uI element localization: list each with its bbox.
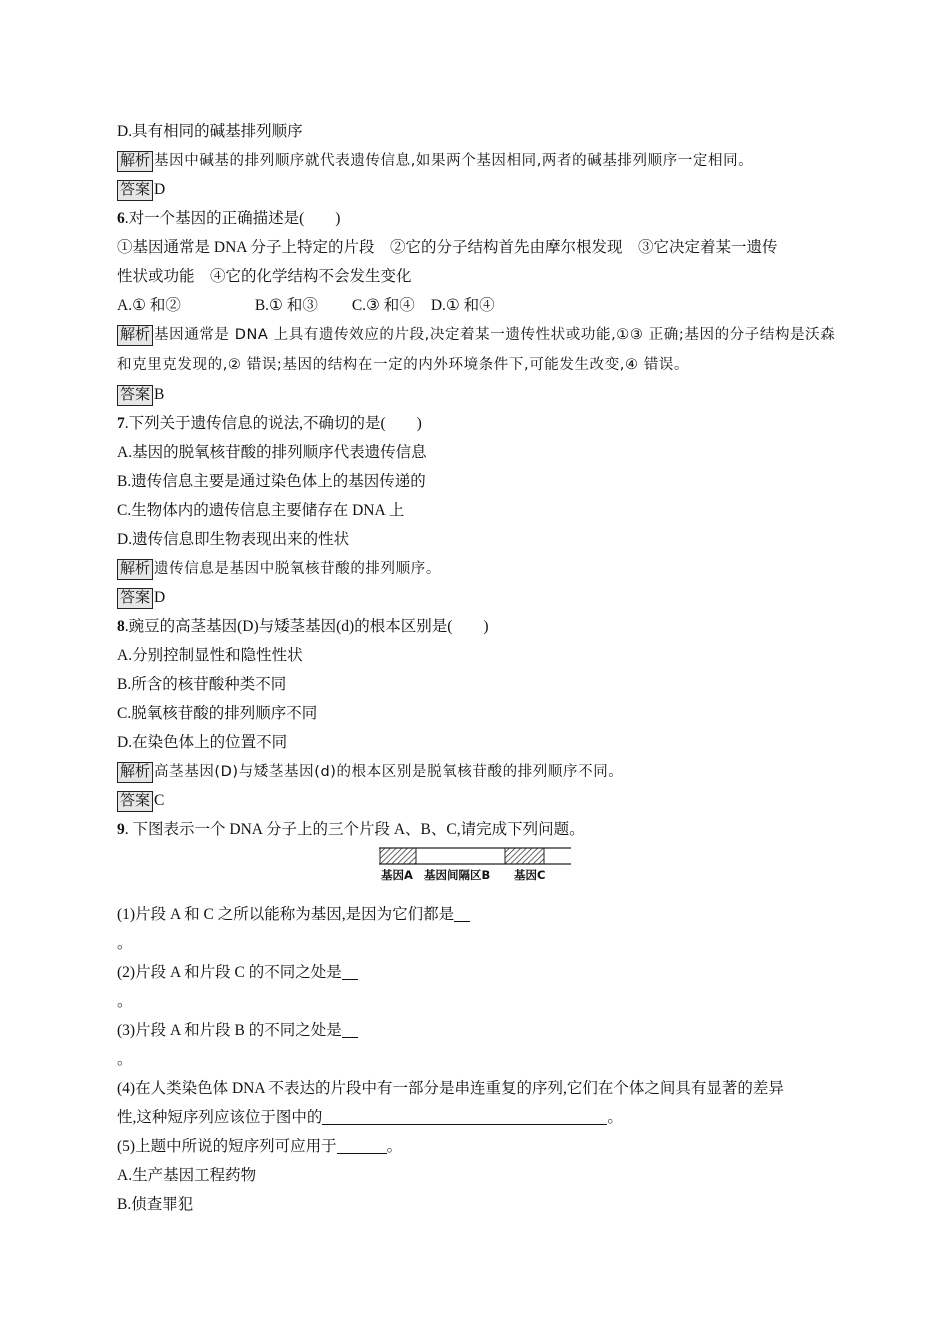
- q9-sub5-period: 。: [386, 1138, 403, 1155]
- q7-analysis: 遗传信息是基因中脱氧核苷酸的排列顺序。: [154, 561, 441, 577]
- q8-analysis: 高茎基因(D)与矮茎基因(d)的根本区别是脱氧核苷酸的排列顺序不同。: [154, 764, 624, 780]
- q7-stem: [117, 409, 842, 438]
- analysis-tag: 解析: [117, 559, 153, 580]
- q6-option-a: A.① 和②: [117, 297, 181, 314]
- q6-answer: B: [154, 386, 165, 403]
- q9-sub1-period: 。: [117, 935, 133, 952]
- q9-sub3-blank[interactable]: [342, 1019, 358, 1038]
- q6-answer-row: [117, 380, 842, 409]
- q9-sub2: [117, 958, 842, 987]
- q5-analysis: 基因中碱基的排列顺序就代表遗传信息,如果两个基因相同,两者的碱基排列顺序一定相同。: [154, 153, 754, 169]
- dna-segment-diagram: [117, 844, 842, 900]
- q7-stem-text: .下列关于遗传信息的说法,不确切的是( ): [124, 415, 422, 432]
- q9-sub1-blank[interactable]: [454, 903, 470, 922]
- label-gene-a: 基因A: [381, 868, 413, 882]
- q8-option-d: D.在染色体上的位置不同: [117, 734, 288, 751]
- q7-number: 7: [117, 415, 125, 432]
- analysis-tag: 解析: [117, 762, 153, 783]
- q8-option-b: B.所含的核苷酸种类不同: [117, 676, 287, 693]
- q9-sub5-blank[interactable]: [337, 1135, 387, 1154]
- q8-option-a: A.分别控制显性和隐性性状: [117, 647, 303, 664]
- q7-analysis-row: [117, 554, 842, 583]
- q8-number: 8: [117, 618, 125, 635]
- q9-option-a: A.生产基因工程药物: [117, 1167, 257, 1184]
- q9-sub1: [117, 900, 842, 929]
- q6-statements-1: ①基因通常是 DNA 分子上特定的片段 ②它的分子结构首先由摩尔根发现 ③它决定着某一遗传: [117, 239, 778, 256]
- q9-sub4-text: 性,这种短序列应该位于图中的: [117, 1109, 323, 1126]
- q5-option-d: D.具有相同的碱基排列顺序: [117, 123, 303, 140]
- answer-tag: 答案: [117, 180, 153, 201]
- q6-option-c: C.③ 和④: [351, 297, 415, 314]
- label-spacer-b: 基因间隔区B: [424, 868, 491, 882]
- q9-number: 9: [117, 821, 125, 838]
- q6-statements-2: 性状或功能 ④它的化学结构不会发生变化: [117, 268, 412, 285]
- q7-option-d: D.遗传信息即生物表现出来的性状: [117, 531, 350, 548]
- analysis-tag: 解析: [117, 325, 153, 346]
- answer-tag: 答案: [117, 385, 153, 406]
- q9-option-b: B.侦查罪犯: [117, 1196, 194, 1213]
- q9-sub2-text: (2)片段 A 和片段 C 的不同之处是: [117, 964, 342, 981]
- q6-analysis: 基因通常是 DNA 上具有遗传效应的片段,决定着某一遗传性状或功能,①③ 正确;基因的分子结构是沃森和克里克发现的,② 错误;基因的结构在一定的内外环境条件下,可能发生改变,④ 错误。: [117, 327, 836, 373]
- label-gene-c: 基因C: [514, 868, 546, 882]
- q9-sub5: [117, 1132, 842, 1161]
- q5-answer-row: [117, 175, 842, 204]
- dna-diagram-svg: [117, 844, 842, 900]
- q9-sub3-text: (3)片段 A 和片段 B 的不同之处是: [117, 1022, 342, 1039]
- q7-option-b: B.遗传信息主要是通过染色体上的基因传递的: [117, 473, 426, 490]
- q9-sub2-period: 。: [117, 993, 133, 1010]
- q8-answer: C: [154, 792, 165, 809]
- q8-option-c: C.脱氧核苷酸的排列顺序不同: [117, 705, 318, 722]
- q9-stem: [117, 815, 842, 844]
- q8-stem-text: .豌豆的高茎基因(D)与矮茎基因(d)的根本区别是( ): [124, 618, 489, 635]
- page-content: [117, 117, 842, 1219]
- gene-a-segment: [380, 848, 416, 864]
- q6-stem: [117, 204, 842, 233]
- q6-analysis-row: [117, 320, 842, 380]
- q7-answer: D: [154, 589, 166, 606]
- q5-analysis-row: [117, 146, 842, 175]
- q9-sub5-text: (5)上题中所说的短序列可应用于: [117, 1138, 337, 1155]
- q9-sub4-line1: (4)在人类染色体 DNA 不表达的片段中有一部分是串连重复的序列,它们在个体之间具有显著的差异: [117, 1080, 784, 1097]
- q9-sub4-blank[interactable]: [322, 1106, 607, 1125]
- q7-option-c: C.生物体内的遗传信息主要储存在 DNA 上: [117, 502, 405, 519]
- q7-option-a: A.基因的脱氧核苷酸的排列顺序代表遗传信息: [117, 444, 427, 461]
- q8-answer-row: [117, 786, 842, 815]
- answer-tag: 答案: [117, 791, 153, 812]
- q9-sub3: [117, 1016, 842, 1045]
- answer-tag: 答案: [117, 588, 153, 609]
- q6-option-d: D.① 和④: [430, 297, 495, 314]
- analysis-tag: 解析: [117, 151, 153, 172]
- q6-number: 6: [117, 210, 125, 227]
- q6-options: [117, 291, 842, 320]
- q9-sub1-text: (1)片段 A 和 C 之所以能称为基因,是因为它们都是: [117, 906, 455, 923]
- gene-c-segment: [505, 848, 544, 864]
- q9-sub4-period: 。: [607, 1109, 623, 1126]
- q8-stem: [117, 612, 842, 641]
- q9-sub3-period: 。: [117, 1051, 133, 1068]
- q6-option-b: B.① 和③: [254, 297, 318, 314]
- q6-stem-text: .对一个基因的正确描述是( ): [124, 210, 341, 227]
- q7-answer-row: [117, 583, 842, 612]
- q9-sub4-line2: [117, 1103, 842, 1132]
- q5-answer: D: [154, 181, 166, 198]
- q8-analysis-row: [117, 757, 842, 786]
- q9-sub2-blank[interactable]: [342, 961, 358, 980]
- q9-stem-text: . 下图表示一个 DNA 分子上的三个片段 A、B、C,请完成下列问题。: [124, 821, 585, 838]
